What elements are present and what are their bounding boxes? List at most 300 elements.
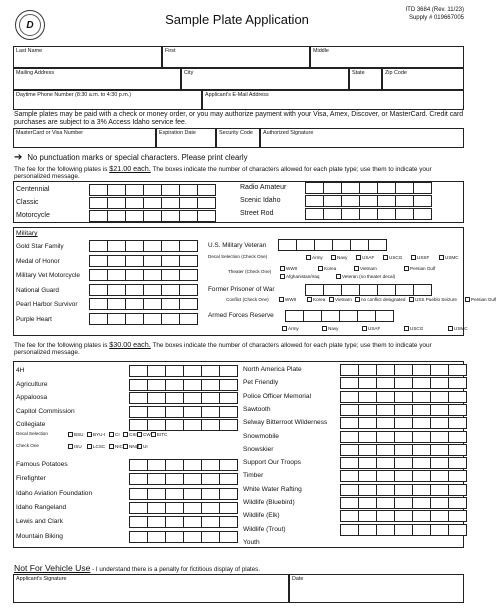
char-box[interactable] xyxy=(89,197,108,209)
char-box[interactable] xyxy=(201,516,220,528)
theater-wwii[interactable] xyxy=(280,266,297,271)
char-box[interactable] xyxy=(197,197,216,209)
checkbox[interactable] xyxy=(279,297,284,302)
char-box[interactable] xyxy=(143,197,162,209)
mailing-address-field[interactable]: Mailing Address xyxy=(13,68,181,90)
char-box[interactable] xyxy=(430,524,449,536)
char-box[interactable] xyxy=(377,208,396,220)
char-box[interactable] xyxy=(161,184,180,196)
char-box[interactable] xyxy=(412,444,431,456)
char-box[interactable] xyxy=(183,459,202,471)
checkbox[interactable] xyxy=(68,444,73,449)
char-box[interactable] xyxy=(179,240,198,252)
collegiate-csi[interactable] xyxy=(123,432,137,437)
char-box[interactable] xyxy=(448,484,467,496)
char-box[interactable] xyxy=(376,484,395,496)
char-box[interactable] xyxy=(219,459,238,471)
afr-usmc[interactable] xyxy=(448,326,468,331)
checkbox[interactable] xyxy=(87,432,92,437)
char-box[interactable] xyxy=(341,195,360,207)
afr-navy[interactable] xyxy=(322,326,338,331)
char-box[interactable] xyxy=(201,406,220,418)
collegiate-eitc[interactable] xyxy=(151,432,167,437)
theater-korea[interactable] xyxy=(318,266,336,271)
char-box[interactable] xyxy=(340,417,359,429)
char-box[interactable] xyxy=(376,391,395,403)
checkbox[interactable] xyxy=(318,266,323,271)
char-box[interactable] xyxy=(359,284,378,296)
char-box[interactable] xyxy=(219,473,238,485)
checkbox[interactable] xyxy=(109,444,114,449)
char-box[interactable] xyxy=(143,184,162,196)
checkbox[interactable] xyxy=(137,432,142,437)
card-number-field[interactable]: MasterCard or Visa Number xyxy=(13,128,156,148)
char-box[interactable] xyxy=(147,502,166,514)
char-box[interactable] xyxy=(305,182,324,194)
char-box[interactable] xyxy=(183,516,202,528)
char-box[interactable] xyxy=(165,379,184,391)
char-box[interactable] xyxy=(375,310,394,322)
char-box[interactable] xyxy=(179,197,198,209)
char-box[interactable] xyxy=(340,391,359,403)
char-box[interactable] xyxy=(358,431,377,443)
checkbox[interactable] xyxy=(383,255,388,260)
collegiate-ci[interactable] xyxy=(109,432,120,437)
char-box[interactable] xyxy=(107,210,126,222)
checkbox[interactable] xyxy=(280,274,285,279)
char-box[interactable] xyxy=(107,298,126,310)
collegiate-lcsc[interactable] xyxy=(87,444,105,449)
checkbox[interactable] xyxy=(411,255,416,260)
checkbox[interactable] xyxy=(109,432,114,437)
char-box[interactable] xyxy=(448,524,467,536)
char-box[interactable] xyxy=(161,240,180,252)
afr-uscg[interactable] xyxy=(404,326,423,331)
char-box[interactable] xyxy=(376,431,395,443)
char-box[interactable] xyxy=(358,470,377,482)
char-box[interactable] xyxy=(412,377,431,389)
char-box[interactable] xyxy=(323,195,342,207)
checkbox[interactable] xyxy=(439,255,444,260)
char-box[interactable] xyxy=(183,419,202,431)
char-box[interactable] xyxy=(219,379,238,391)
char-box[interactable] xyxy=(147,531,166,543)
char-box[interactable] xyxy=(129,473,148,485)
char-box[interactable] xyxy=(161,269,180,281)
char-box[interactable] xyxy=(340,497,359,509)
char-box[interactable] xyxy=(89,210,108,222)
char-box[interactable] xyxy=(219,419,238,431)
char-box[interactable] xyxy=(219,406,238,418)
char-box[interactable] xyxy=(305,208,324,220)
checkbox[interactable] xyxy=(404,326,409,331)
char-box[interactable] xyxy=(147,516,166,528)
date-field[interactable]: Date xyxy=(289,574,464,603)
char-box[interactable] xyxy=(413,284,432,296)
applicant-signature-field[interactable]: Applicant's Signature xyxy=(13,574,289,603)
char-box[interactable] xyxy=(314,239,333,251)
char-box[interactable] xyxy=(412,457,431,469)
char-box[interactable] xyxy=(376,377,395,389)
char-box[interactable] xyxy=(412,391,431,403)
char-box[interactable] xyxy=(358,457,377,469)
char-box[interactable] xyxy=(183,365,202,377)
char-box[interactable] xyxy=(412,510,431,522)
char-box[interactable] xyxy=(147,488,166,500)
char-box[interactable] xyxy=(179,298,198,310)
char-box[interactable] xyxy=(339,310,358,322)
char-box[interactable] xyxy=(430,457,449,469)
char-box[interactable] xyxy=(448,391,467,403)
char-box[interactable] xyxy=(161,197,180,209)
char-box[interactable] xyxy=(413,182,432,194)
char-box[interactable] xyxy=(107,284,126,296)
char-box[interactable] xyxy=(358,417,377,429)
char-box[interactable] xyxy=(321,310,340,322)
char-box[interactable] xyxy=(412,470,431,482)
afr-army[interactable] xyxy=(282,326,299,331)
checkbox[interactable] xyxy=(137,444,142,449)
char-box[interactable] xyxy=(376,444,395,456)
checkbox[interactable] xyxy=(306,255,311,260)
char-box[interactable] xyxy=(377,195,396,207)
decal-usaf[interactable] xyxy=(356,255,374,260)
char-box[interactable] xyxy=(340,524,359,536)
checkbox[interactable] xyxy=(354,266,359,271)
char-box[interactable] xyxy=(143,313,162,325)
security-code-field[interactable]: Security Code xyxy=(216,128,260,148)
char-box[interactable] xyxy=(219,516,238,528)
char-box[interactable] xyxy=(165,516,184,528)
char-box[interactable] xyxy=(395,208,414,220)
char-box[interactable] xyxy=(358,524,377,536)
char-box[interactable] xyxy=(201,392,220,404)
char-box[interactable] xyxy=(89,298,108,310)
char-box[interactable] xyxy=(358,510,377,522)
char-box[interactable] xyxy=(430,377,449,389)
char-box[interactable] xyxy=(89,240,108,252)
char-box[interactable] xyxy=(359,182,378,194)
char-box[interactable] xyxy=(129,379,148,391)
char-box[interactable] xyxy=(340,404,359,416)
char-box[interactable] xyxy=(340,364,359,376)
char-box[interactable] xyxy=(165,392,184,404)
char-box[interactable] xyxy=(340,484,359,496)
char-box[interactable] xyxy=(183,502,202,514)
char-box[interactable] xyxy=(448,444,467,456)
decal-uscg[interactable] xyxy=(383,255,402,260)
char-box[interactable] xyxy=(147,379,166,391)
char-box[interactable] xyxy=(430,497,449,509)
char-box[interactable] xyxy=(129,516,148,528)
char-box[interactable] xyxy=(377,284,396,296)
theater-vietnam[interactable] xyxy=(354,266,377,271)
char-box[interactable] xyxy=(448,417,467,429)
char-box[interactable] xyxy=(323,182,342,194)
char-box[interactable] xyxy=(376,457,395,469)
char-box[interactable] xyxy=(305,195,324,207)
char-box[interactable] xyxy=(341,182,360,194)
char-box[interactable] xyxy=(179,313,198,325)
char-box[interactable] xyxy=(305,284,324,296)
char-box[interactable] xyxy=(430,470,449,482)
theater-veteran-no-theater-decal[interactable] xyxy=(336,274,395,279)
collegiate-cwi[interactable] xyxy=(137,432,152,437)
char-box[interactable] xyxy=(197,184,216,196)
char-box[interactable] xyxy=(394,417,413,429)
char-box[interactable] xyxy=(89,269,108,281)
char-box[interactable] xyxy=(296,239,315,251)
char-box[interactable] xyxy=(394,470,413,482)
char-box[interactable] xyxy=(341,208,360,220)
char-box[interactable] xyxy=(358,404,377,416)
char-box[interactable] xyxy=(125,210,144,222)
char-box[interactable] xyxy=(430,431,449,443)
char-box[interactable] xyxy=(201,365,220,377)
char-box[interactable] xyxy=(143,269,162,281)
char-box[interactable] xyxy=(340,470,359,482)
char-box[interactable] xyxy=(412,417,431,429)
char-box[interactable] xyxy=(183,392,202,404)
char-box[interactable] xyxy=(412,404,431,416)
char-box[interactable] xyxy=(219,392,238,404)
char-box[interactable] xyxy=(394,510,413,522)
char-box[interactable] xyxy=(129,406,148,418)
char-box[interactable] xyxy=(219,531,238,543)
checkbox[interactable] xyxy=(409,297,414,302)
char-box[interactable] xyxy=(165,488,184,500)
char-box[interactable] xyxy=(430,404,449,416)
char-box[interactable] xyxy=(89,313,108,325)
char-box[interactable] xyxy=(129,365,148,377)
char-box[interactable] xyxy=(412,484,431,496)
char-box[interactable] xyxy=(197,210,216,222)
char-box[interactable] xyxy=(394,391,413,403)
decal-usmc[interactable] xyxy=(439,255,459,260)
char-box[interactable] xyxy=(395,284,414,296)
checkbox[interactable] xyxy=(68,432,73,437)
char-box[interactable] xyxy=(129,531,148,543)
char-box[interactable] xyxy=(394,524,413,536)
char-box[interactable] xyxy=(394,484,413,496)
char-box[interactable] xyxy=(394,377,413,389)
char-box[interactable] xyxy=(219,365,238,377)
checkbox[interactable] xyxy=(329,297,334,302)
char-box[interactable] xyxy=(129,488,148,500)
char-box[interactable] xyxy=(107,197,126,209)
char-box[interactable] xyxy=(201,419,220,431)
char-box[interactable] xyxy=(201,379,220,391)
email-field[interactable]: Applicant's E-Mail Address xyxy=(202,90,464,110)
char-box[interactable] xyxy=(430,444,449,456)
char-box[interactable] xyxy=(219,502,238,514)
char-box[interactable] xyxy=(448,377,467,389)
char-box[interactable] xyxy=(323,208,342,220)
char-box[interactable] xyxy=(303,310,322,322)
char-box[interactable] xyxy=(201,531,220,543)
conflict-no-conflict-designated[interactable] xyxy=(355,297,405,302)
char-box[interactable] xyxy=(147,459,166,471)
char-box[interactable] xyxy=(143,298,162,310)
char-box[interactable] xyxy=(165,419,184,431)
char-box[interactable] xyxy=(161,210,180,222)
state-field[interactable]: State xyxy=(349,68,382,90)
char-box[interactable] xyxy=(357,310,376,322)
decal-army[interactable] xyxy=(306,255,323,260)
first-name-field[interactable]: First xyxy=(162,46,310,68)
char-box[interactable] xyxy=(395,182,414,194)
char-box[interactable] xyxy=(161,313,180,325)
char-box[interactable] xyxy=(129,502,148,514)
char-box[interactable] xyxy=(412,364,431,376)
char-box[interactable] xyxy=(394,404,413,416)
checkbox[interactable] xyxy=(307,297,312,302)
char-box[interactable] xyxy=(376,364,395,376)
char-box[interactable] xyxy=(413,208,432,220)
daytime-phone-field[interactable]: Daytime Phone Number (8:30 a.m. to 4:30 p.m.) xyxy=(13,90,202,110)
char-box[interactable] xyxy=(394,444,413,456)
conflict-korea[interactable] xyxy=(307,297,325,302)
char-box[interactable] xyxy=(107,184,126,196)
char-box[interactable] xyxy=(376,417,395,429)
checkbox[interactable] xyxy=(404,266,409,271)
char-box[interactable] xyxy=(125,255,144,267)
char-box[interactable] xyxy=(183,379,202,391)
char-box[interactable] xyxy=(448,404,467,416)
char-box[interactable] xyxy=(448,497,467,509)
char-box[interactable] xyxy=(285,310,304,322)
char-box[interactable] xyxy=(165,502,184,514)
char-box[interactable] xyxy=(147,392,166,404)
char-box[interactable] xyxy=(183,406,202,418)
authorized-signature-field[interactable]: Authorized Signature xyxy=(260,128,464,148)
char-box[interactable] xyxy=(394,497,413,509)
char-box[interactable] xyxy=(341,284,360,296)
char-box[interactable] xyxy=(147,365,166,377)
char-box[interactable] xyxy=(340,510,359,522)
char-box[interactable] xyxy=(201,502,220,514)
char-box[interactable] xyxy=(125,269,144,281)
char-box[interactable] xyxy=(430,417,449,429)
char-box[interactable] xyxy=(358,444,377,456)
collegiate-ui[interactable] xyxy=(137,444,148,449)
char-box[interactable] xyxy=(430,510,449,522)
char-box[interactable] xyxy=(179,210,198,222)
char-box[interactable] xyxy=(161,284,180,296)
char-box[interactable] xyxy=(332,239,351,251)
char-box[interactable] xyxy=(358,497,377,509)
conflict-persian-gulf[interactable] xyxy=(465,297,496,302)
char-box[interactable] xyxy=(179,184,198,196)
char-box[interactable] xyxy=(125,313,144,325)
char-box[interactable] xyxy=(430,484,449,496)
checkbox[interactable] xyxy=(465,297,470,302)
zip-code-field[interactable]: Zip Code xyxy=(382,68,464,90)
char-box[interactable] xyxy=(129,459,148,471)
char-box[interactable] xyxy=(376,404,395,416)
afr-usaf[interactable] xyxy=(362,326,380,331)
expiration-date-field[interactable]: Expiration Date xyxy=(156,128,216,148)
checkbox[interactable] xyxy=(151,432,156,437)
middle-name-field[interactable]: Middle xyxy=(310,46,464,68)
char-box[interactable] xyxy=(340,377,359,389)
checkbox[interactable] xyxy=(356,255,361,260)
char-box[interactable] xyxy=(358,377,377,389)
char-box[interactable] xyxy=(376,524,395,536)
char-box[interactable] xyxy=(376,470,395,482)
char-box[interactable] xyxy=(107,255,126,267)
char-box[interactable] xyxy=(448,457,467,469)
char-box[interactable] xyxy=(219,488,238,500)
theater-persian-gulf[interactable] xyxy=(404,266,435,271)
theater-afghanistan-iraq[interactable] xyxy=(280,274,319,279)
decal-navy[interactable] xyxy=(331,255,347,260)
char-box[interactable] xyxy=(147,406,166,418)
char-box[interactable] xyxy=(165,459,184,471)
char-box[interactable] xyxy=(165,406,184,418)
char-box[interactable] xyxy=(143,284,162,296)
char-box[interactable] xyxy=(179,255,198,267)
char-box[interactable] xyxy=(413,195,432,207)
char-box[interactable] xyxy=(448,364,467,376)
checkbox[interactable] xyxy=(87,444,92,449)
char-box[interactable] xyxy=(107,240,126,252)
char-box[interactable] xyxy=(129,419,148,431)
char-box[interactable] xyxy=(278,239,297,251)
char-box[interactable] xyxy=(323,284,342,296)
char-box[interactable] xyxy=(376,510,395,522)
char-box[interactable] xyxy=(107,313,126,325)
char-box[interactable] xyxy=(89,255,108,267)
char-box[interactable] xyxy=(430,364,449,376)
char-box[interactable] xyxy=(448,510,467,522)
char-box[interactable] xyxy=(179,284,198,296)
decal-ussf[interactable] xyxy=(411,255,429,260)
char-box[interactable] xyxy=(350,239,369,251)
char-box[interactable] xyxy=(125,197,144,209)
char-box[interactable] xyxy=(448,431,467,443)
char-box[interactable] xyxy=(129,392,148,404)
char-box[interactable] xyxy=(165,473,184,485)
char-box[interactable] xyxy=(412,497,431,509)
char-box[interactable] xyxy=(107,269,126,281)
char-box[interactable] xyxy=(358,391,377,403)
char-box[interactable] xyxy=(201,473,220,485)
checkbox[interactable] xyxy=(322,326,327,331)
char-box[interactable] xyxy=(183,531,202,543)
checkbox[interactable] xyxy=(282,326,287,331)
char-box[interactable] xyxy=(89,184,108,196)
char-box[interactable] xyxy=(376,497,395,509)
char-box[interactable] xyxy=(359,208,378,220)
char-box[interactable] xyxy=(359,195,378,207)
checkbox[interactable] xyxy=(123,444,128,449)
char-box[interactable] xyxy=(143,240,162,252)
char-box[interactable] xyxy=(395,195,414,207)
char-box[interactable] xyxy=(147,473,166,485)
char-box[interactable] xyxy=(147,419,166,431)
checkbox[interactable] xyxy=(280,266,285,271)
char-box[interactable] xyxy=(161,255,180,267)
char-box[interactable] xyxy=(377,182,396,194)
city-field[interactable]: City xyxy=(181,68,349,90)
char-box[interactable] xyxy=(201,488,220,500)
char-box[interactable] xyxy=(394,457,413,469)
char-box[interactable] xyxy=(183,488,202,500)
char-box[interactable] xyxy=(89,284,108,296)
char-box[interactable] xyxy=(448,470,467,482)
checkbox[interactable] xyxy=(362,326,367,331)
